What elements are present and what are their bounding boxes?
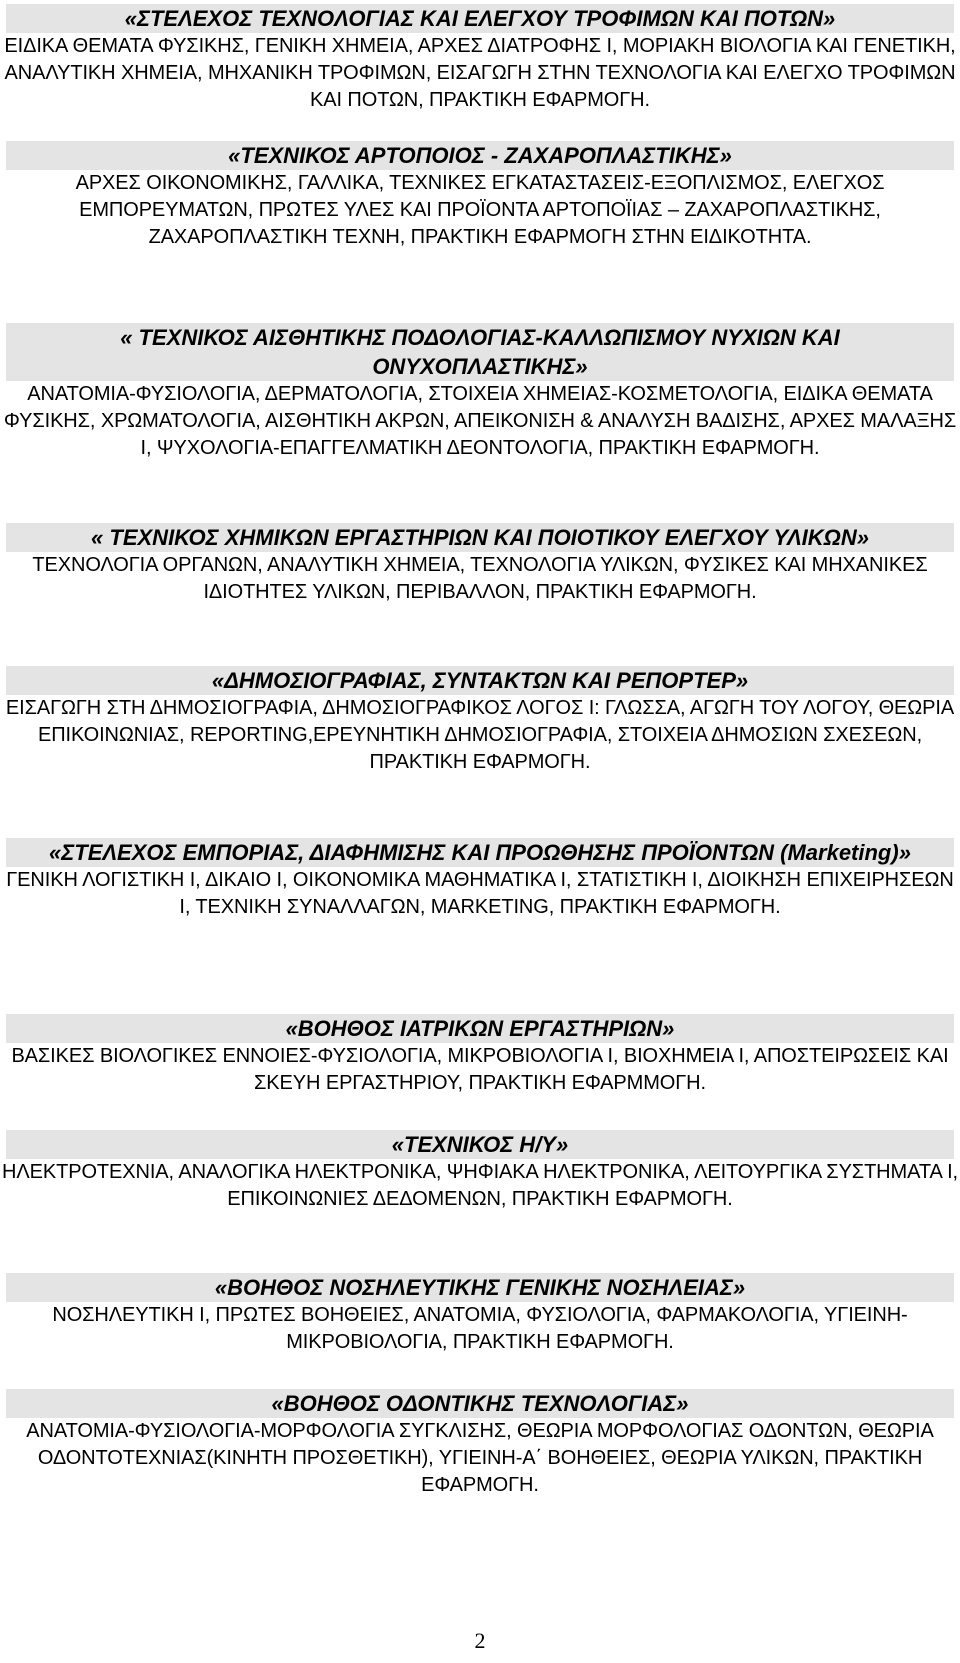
course-section [0, 1273, 960, 1356]
section-body: ΑΡΧΕΣ ΟΙΚΟΝΟΜΙΚΗΣ, ΓΑΛΛΙΚΑ, ΤΕΧΝΙΚΕΣ ΕΓΚΑΤΑΣΤΑΣΕΙΣ-ΕΞΟΠΛΙΣΜΟΣ, ΕΛΕΓΧΟΣ ΕΜΠΟΡΕΥΜΑΤΩΝ, ΠΡΩΤΕΣ ΥΛΕΣ ΚΑΙ ΠΡΟΪΟΝΤΑ ΑΡΤΟΠΟΪΙΑΣ – ΖΑΧΑΡΟΠΛΑΣΤΙΚΗΣ, ΖΑΧΑΡΟΠΛΑΣΤΙΚΗ ΤΕΧΝΗ, ΠΡΑΚΤΙΚΗ ΕΦΑΡΜΟΓΗ ΣΤΗΝ ΕΙΔΙΚΟΤΗΤΑ. [75, 172, 885, 248]
course-section [0, 838, 960, 921]
section-body: ΑΝΑΤΟΜΙΑ-ΦΥΣΙΟΛΟΓΙΑ, ΔΕΡΜΑΤΟΛΟΓΙΑ, ΣΤΟΙΧΕΙΑ ΧΗΜΕΙΑΣ-ΚΟΣΜΕΤΟΛΟΓΙΑ, ΕΙΔΙΚΑ ΘΕΜΑΤΑ ΦΥΣΙΚΗΣ, ΧΡΩΜΑΤΟΛΟΓΙΑ, ΑΙΣΘΗΤΙΚΗ ΑΚΡΩΝ, ΑΠΕΙΚΟΝΙΣΗ & ΑΝΑΛΥΣΗ ΒΑΔΙΣΗΣ, ΑΡΧΕΣ ΜΑΛΑΞΗΣ Ι, ΨΥΧΟΛΟΓΙΑ-ΕΠΑΓΓΕΛΜΑΤΙΚΗ ΔΕΟΝΤΟΛΟΓΙΑ, ΠΡΑΚΤΙΚΗ ΕΦΑΡΜΟΓΗ. [3, 383, 957, 459]
section-title: «ΔΗΜΟΣΙΟΓΡΑΦΙΑΣ, ΣΥΝΤΑΚΤΩΝ ΚΑΙ ΡΕΠΟΡΤΕΡ» [6, 666, 954, 695]
course-section [0, 141, 960, 251]
section-title: « ΤΕΧΝΙΚΟΣ ΑΙΣΘΗΤΙΚΗΣ ΠΟΔΟΛΟΓΙΑΣ-ΚΑΛΛΩΠΙΣΜΟΥ ΝΥΧΙΩΝ ΚΑΙ ΟΝΥΧΟΠΛΑΣΤΙΚΗΣ» [6, 323, 954, 381]
course-section [0, 1389, 960, 1499]
section-body: ΕΙΔΙΚΑ ΘΕΜΑΤΑ ΦΥΣΙΚΗΣ, ΓΕΝΙΚΗ ΧΗΜΕΙΑ, ΑΡΧΕΣ ΔΙΑΤΡΟΦΗΣ Ι, ΜΟΡΙΑΚΗ ΒΙΟΛΟΓΙΑ ΚΑΙ ΓΕΝΕΤΙΚΗ, ΑΝΑΛΥΤΙΚΗ ΧΗΜΕΙΑ, ΜΗΧΑΝΙΚΗ ΤΡΟΦΙΜΩΝ, ΕΙΣΑΓΩΓΗ ΣΤΗΝ ΤΕΧΝΟΛΟΓΙΑ ΚΑΙ ΕΛΕΓΧΟ ΤΡΟΦΙΜΩΝ ΚΑΙ ΠΟΤΩΝ, ΠΡΑΚΤΙΚΗ ΕΦΑΡΜΟΓΗ. [4, 35, 956, 111]
section-body: ΤΕΧΝΟΛΟΓΙΑ ΟΡΓΑΝΩΝ, ΑΝΑΛΥΤΙΚΗ ΧΗΜΕΙΑ, ΤΕΧΝΟΛΟΓΙΑ ΥΛΙΚΩΝ, ΦΥΣΙΚΕΣ ΚΑΙ ΜΗΧΑΝΙΚΕΣ ΙΔΙΟΤΗΤΕΣ ΥΛΙΚΩΝ, ΠΕΡΙΒΑΛΛΟΝ, ΠΡΑΚΤΙΚΗ ΕΦΑΡΜΟΓΗ. [32, 554, 928, 603]
section-title: «ΒΟΗΘΟΣ ΟΔΟΝΤΙΚΗΣ ΤΕΧΝΟΛΟΓΙΑΣ» [6, 1389, 954, 1418]
section-body: ΓΕΝΙΚΗ ΛΟΓΙΣΤΙΚΗ Ι, ΔΙΚΑΙΟ Ι, ΟΙΚΟΝΟΜΙΚΑ ΜΑΘΗΜΑΤΙΚΑ Ι, ΣΤΑΤΙΣΤΙΚΗ Ι, ΔΙΟΙΚΗΣΗ ΕΠΙΧΕΙΡΗΣΕΩΝ Ι, ΤΕΧΝΙΚΗ ΣΥΝΑΛΛΑΓΩΝ, MARKETING, ΠΡΑΚΤΙΚΗ ΕΦΑΡΜΟΓΗ. [6, 869, 954, 918]
course-section [0, 4, 960, 114]
section-body: ΕΙΣΑΓΩΓΗ ΣΤΗ ΔΗΜΟΣΙΟΓΡΑΦΙΑ, ΔΗΜΟΣΙΟΓΡΑΦΙΚΟΣ ΛΟΓΟΣ Ι: ΓΛΩΣΣΑ, ΑΓΩΓΗ ΤΟΥ ΛΟΓΟΥ, ΘΕΩΡΙΑ ΕΠΙΚΟΙΝΩΝΙΑΣ, REPORTING,ΕΡΕΥΝΗΤΙΚΗ ΔΗΜΟΣΙΟΓΡΑΦΙΑ, ΣΤΟΙΧΕΙΑ ΔΗΜΟΣΙΩΝ ΣΧΕΣΕΩΝ, ΠΡΑΚΤΙΚΗ ΕΦΑΡΜΟΓΗ. [5, 697, 955, 773]
section-title: «ΒΟΗΘΟΣ ΝΟΣΗΛΕΥΤΙΚΗΣ ΓΕΝΙΚΗΣ ΝΟΣΗΛΕΙΑΣ» [6, 1273, 954, 1302]
course-section [0, 523, 960, 606]
section-body: ΒΑΣΙΚΕΣ ΒΙΟΛΟΓΙΚΕΣ ΕΝΝΟΙΕΣ-ΦΥΣΙΟΛΟΓΙΑ, ΜΙΚΡΟΒΙΟΛΟΓΙΑ Ι, ΒΙΟΧΗΜΕΙΑ Ι, ΑΠΟΣΤΕΙΡΩΣΕΙΣ ΚΑΙ ΣΚΕΥΗ ΕΡΓΑΣΤΗΡΙΟΥ, ΠΡΑΚΤΙΚΗ ΕΦΑΡΜΜΟΓΗ. [11, 1045, 949, 1094]
section-title: «ΒΟΗΘΟΣ ΙΑΤΡΙΚΩΝ ΕΡΓΑΣΤΗΡΙΩΝ» [6, 1014, 954, 1043]
section-title: «ΣΤΕΛΕΧΟΣ ΤΕΧΝΟΛΟΓΙΑΣ ΚΑΙ ΕΛΕΓΧΟΥ ΤΡΟΦΙΜΩΝ ΚΑΙ ΠΟΤΩΝ» [6, 4, 954, 33]
section-title: « ΤΕΧΝΙΚΟΣ ΧΗΜΙΚΩΝ ΕΡΓΑΣΤΗΡΙΩΝ ΚΑΙ ΠΟΙΟΤΙΚΟΥ ΕΛΕΓΧΟΥ ΥΛΙΚΩΝ» [6, 523, 954, 552]
course-section [0, 1130, 960, 1213]
course-section [0, 666, 960, 776]
section-body: ΗΛΕΚΤΡΟΤΕΧΝΙΑ, ΑΝΑΛΟΓΙΚΑ ΗΛΕΚΤΡΟΝΙΚΑ, ΨΗΦΙΑΚΑ ΗΛΕΚΤΡΟΝΙΚΑ, ΛΕΙΤΟΥΡΓΙΚΑ ΣΥΣΤΗΜΑΤΑ Ι, ΕΠΙΚΟΙΝΩΝΙΕΣ ΔΕΔΟΜΕΝΩΝ, ΠΡΑΚΤΙΚΗ ΕΦΑΡΜΟΓΗ. [2, 1161, 958, 1210]
page-number: 2 [474, 1628, 486, 1653]
course-section [0, 323, 960, 462]
section-body: ΝΟΣΗΛΕΥΤΙΚΗ Ι, ΠΡΩΤΕΣ ΒΟΗΘΕΙΕΣ, ΑΝΑΤΟΜΙΑ, ΦΥΣΙΟΛΟΓΙΑ, ΦΑΡΜΑΚΟΛΟΓΙΑ, ΥΓΙΕΙΝΗ-ΜΙΚΡΟΒΙΟΛΟΓΙΑ, ΠΡΑΚΤΙΚΗ ΕΦΑΡΜΟΓΗ. [52, 1304, 908, 1353]
section-body: ΑΝΑΤΟΜΙΑ-ΦΥΣΙΟΛΟΓΙΑ-ΜΟΡΦΟΛΟΓΙΑ ΣΥΓΚΛΙΣΗΣ, ΘΕΩΡΙΑ ΜΟΡΦΟΛΟΓΙΑΣ ΟΔΟΝΤΩΝ, ΘΕΩΡΙΑ ΟΔΟΝΤΟΤΕΧΝΙΑΣ(ΚΙΝΗΤΗ ΠΡΟΣΘΕΤΙΚΗ), ΥΓΙΕΙΝΗ-Α΄ ΒΟΗΘΕΙΕΣ, ΘΕΩΡΙΑ ΥΛΙΚΩΝ, ΠΡΑΚΤΙΚΗ ΕΦΑΡΜΟΓΗ. [26, 1420, 934, 1496]
section-title: «ΤΕΧΝΙΚΟΣ ΑΡΤΟΠΟΙΟΣ - ΖΑΧΑΡΟΠΛΑΣΤΙΚΗΣ» [6, 141, 954, 170]
course-section [0, 1014, 960, 1097]
section-title: «ΤΕΧΝΙΚΟΣ Η/Υ» [6, 1130, 954, 1159]
section-title: «ΣΤΕΛΕΧΟΣ ΕΜΠΟΡΙΑΣ, ΔΙΑΦΗΜΙΣΗΣ ΚΑΙ ΠΡΟΩΘΗΣΗΣ ΠΡΟΪΟΝΤΩΝ (Marketing)» [6, 838, 954, 867]
